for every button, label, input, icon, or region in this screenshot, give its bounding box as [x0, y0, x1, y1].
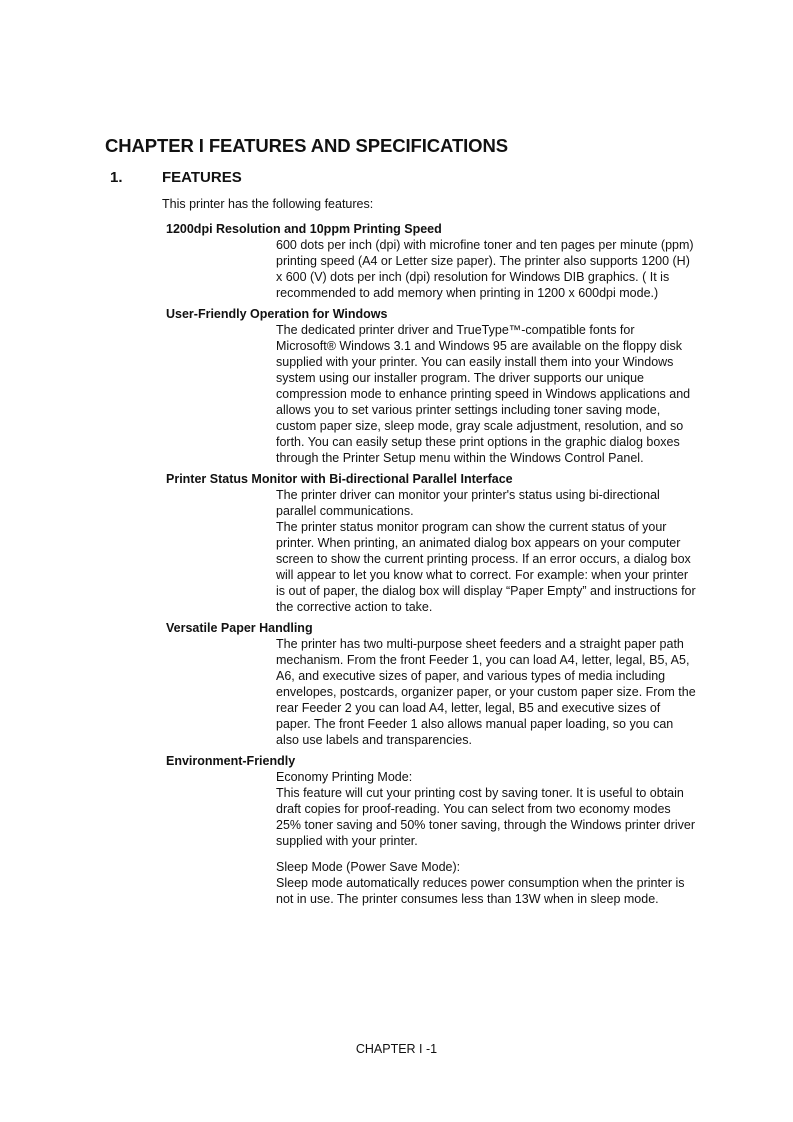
section-heading [110, 169, 242, 186]
feature-paragraph: 600 dots per inch (dpi) with microfine toner and ten pages per minute (ppm) printing speed (A4 or Letter size paper). The printer also supports 1200 (H) x 600 (V) dots per inch (dpi) resolution for Windows DIB graphics. ( It is recommended to add memory when printing in 1200 x 600dpi mode.) [276, 238, 694, 300]
intro-text: This printer has the following features: [162, 197, 374, 211]
feature-title: Versatile Paper Handling [166, 621, 313, 635]
feature-windows-operation [166, 306, 726, 466]
feature-body [276, 769, 696, 907]
feature-list [166, 221, 726, 912]
feature-body [276, 636, 696, 748]
feature-status-monitor [166, 471, 726, 615]
economy-mode-description: This feature will cut your printing cost by saving toner. It is useful to obtain draft copies for proof-reading. You can select from two economy modes 25% toner saving and 50% toner saving, through the Windows printer driver supplied with your printer. [276, 786, 695, 848]
sleep-mode-description: Sleep mode automatically reduces power consumption when the printer is not in use. The printer consumes less than 13W when in sleep mode. [276, 876, 685, 906]
feature-title: Printer Status Monitor with Bi-directional Parallel Interface [166, 472, 513, 486]
feature-resolution [166, 221, 726, 301]
feature-paper-handling [166, 620, 726, 748]
economy-mode-heading: Economy Printing Mode: [276, 770, 413, 784]
feature-body [276, 237, 696, 301]
feature-paragraph: The dedicated printer driver and TrueType™-compatible fonts for Microsoft® Windows 3.1 and Windows 95 are available on the floppy disk supplied with your printer. You can easily install them into your Windows system using our installer program. The driver supports our unique compression mode to enhance printing speed in Windows applications and allows you to set various printer settings including toner saving mode, custom paper size, sleep mode, gray scale adjustment, resolution, and so forth. You can easily setup these print options in the graphic dialog boxes through the Printer Setup menu within the Windows Control Panel. [276, 323, 691, 465]
chapter-title: CHAPTER I FEATURES AND SPECIFICATIONS [105, 135, 508, 156]
feature-title: 1200dpi Resolution and 10ppm Printing Speed [166, 222, 442, 236]
section-number: 1. [110, 169, 123, 186]
feature-title: Environment-Friendly [166, 754, 296, 768]
feature-paragraph: The printer status monitor program can show the current status of your printer. When printing, an animated dialog box appears on your computer screen to show the current printing process. If an error occurs, a dialog box will appear to let you know what to correct. For example: when your printer is out of paper, the dialog box will display “Paper Empty” and instructions for the corrective action to take. [276, 520, 696, 614]
feature-body [276, 322, 696, 466]
feature-environment [166, 753, 726, 907]
section-title: FEATURES [162, 169, 242, 186]
feature-paragraph: The printer driver can monitor your printer's status using bi-directional parallel communications. [276, 488, 660, 518]
feature-paragraph: The printer has two multi-purpose sheet feeders and a straight paper path mechanism. From the front Feeder 1, you can load A4, letter, legal, B5, A5, A6, and executive sizes of paper, and various types of media including envelopes, postcards, organizer paper, or your custom paper size. From the rear Feeder 2 you can load A4, letter, legal, B5 and executive sizes of paper. The front Feeder 1 also allows manual paper loading, so you can also use labels and transparencies. [276, 637, 696, 747]
page-number: CHAPTER I -1 [355, 1042, 438, 1056]
feature-body [276, 487, 696, 615]
sleep-mode-heading: Sleep Mode (Power Save Mode): [276, 860, 461, 874]
feature-title: User-Friendly Operation for Windows [166, 307, 388, 321]
